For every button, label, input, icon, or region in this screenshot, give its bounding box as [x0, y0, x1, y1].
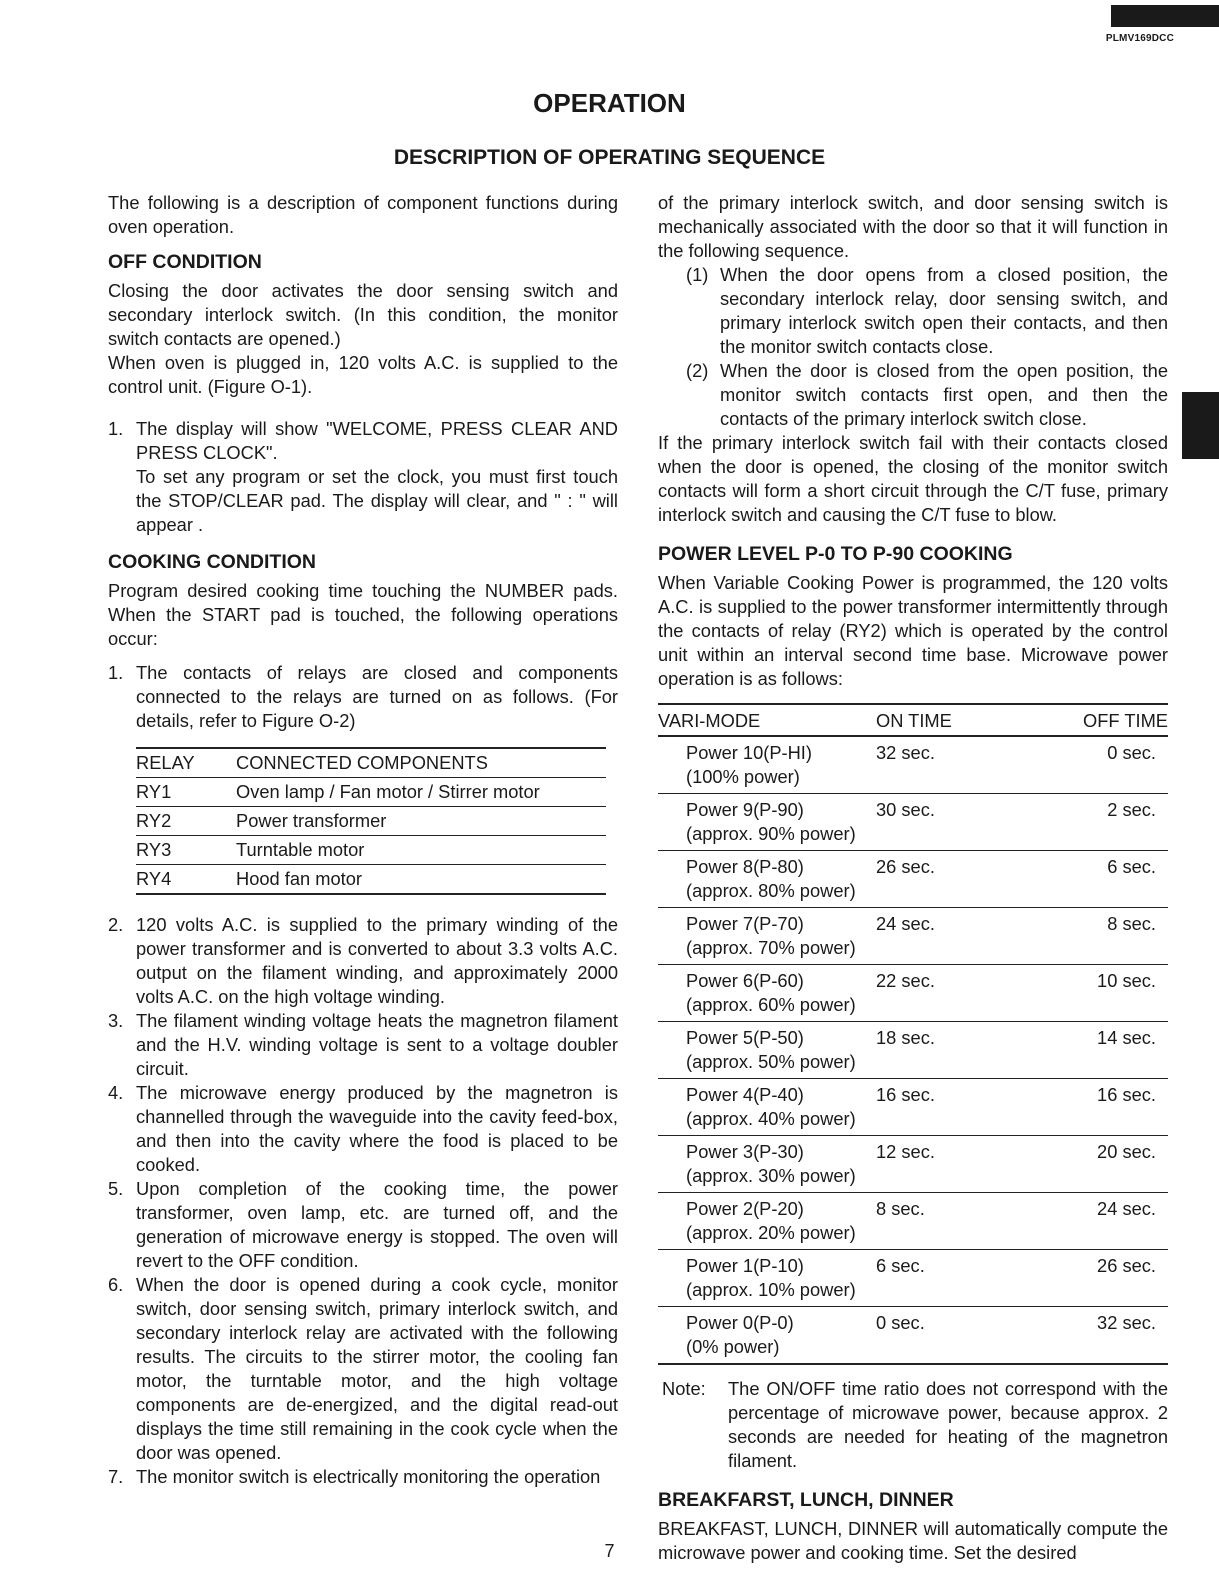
relay-table-header	[136, 748, 606, 778]
list-item	[108, 1465, 618, 1489]
sequence-text: When the door is closed from the open position, the monitor switch contacts first open, and then the contacts of the primary interlock switch close.	[720, 360, 1168, 429]
off-time-cell: 24 sec.	[976, 1193, 1168, 1250]
on-time-cell: 30 sec.	[876, 794, 976, 851]
side-tab	[1182, 392, 1219, 459]
vari-mode-cell	[658, 1136, 876, 1193]
corner-tab	[1111, 5, 1219, 27]
list-item-text: When the door is opened during a cook cycle, monitor switch, door sensing switch, primary interlock switch, and secondary interlock relay are activated with the following results. The circuits to the stirrer motor, the cooling fan motor, the turntable motor, and the high voltage components are de-energized, and the digital read-out displays the time still remaining in the cook cycle when the door was opened.	[136, 1274, 618, 1463]
relay-cell: RY4	[136, 865, 236, 895]
list-item-text: The display will show "WELCOME, PRESS CLEAR AND PRESS CLOCK".	[136, 418, 618, 463]
off-time-cell: 26 sec.	[976, 1250, 1168, 1307]
list-item-number: 1.	[108, 418, 124, 439]
off-time-cell: 10 sec.	[976, 965, 1168, 1022]
table-row	[658, 908, 1168, 965]
list-item-text: The filament winding voltage heats the magnetron filament and the H.V. winding voltage is sent to a voltage doubler circuit.	[136, 1010, 618, 1079]
on-time-cell: 16 sec.	[876, 1079, 976, 1136]
page-subtitle: DESCRIPTION OF OPERATING SEQUENCE	[393, 146, 826, 169]
list-item-text: Upon completion of the cooking time, the power transformer, oven lamp, etc. are turned off, and the generation of microwave energy is stopped. The oven will revert to the OFF condition.	[136, 1178, 618, 1271]
vari-mode-cell	[658, 1307, 876, 1365]
list-item-number: 6.	[108, 1274, 124, 1295]
power-mode: Power 10(P-HI)	[686, 742, 812, 763]
components-cell: Hood fan motor	[236, 865, 606, 895]
list-item-number: 2.	[108, 914, 124, 935]
note	[658, 1377, 1168, 1473]
list-item-number: 3.	[108, 1010, 124, 1031]
power-mode: Power 0(P-0)	[686, 1312, 794, 1333]
page-title: OPERATION	[533, 88, 686, 118]
on-time-cell: 22 sec.	[876, 965, 976, 1022]
left-column	[108, 191, 618, 1489]
off-time-cell: 6 sec.	[976, 851, 1168, 908]
power-mode: Power 9(P-90)	[686, 799, 804, 820]
list-item-number: 7.	[108, 1466, 124, 1487]
list-item-number: 4.	[108, 1082, 124, 1103]
power-level-paragraph: When Variable Cooking Power is programmed, the 120 volts A.C. is supplied to the power transformer intermittently through the contacts of relay (RY2) which is operated by the control unit within an interval second time base. Microwave power operation is as follows:	[658, 572, 1168, 689]
model-number: PLMV169DCC	[1105, 33, 1174, 44]
list-item	[108, 1177, 618, 1273]
vari-mode-table	[658, 703, 1168, 1365]
on-time-cell: 18 sec.	[876, 1022, 976, 1079]
failure-paragraph: If the primary interlock switch fail with their contacts closed when the door is opened, the closing of the monitor switch contacts will form a short circuit through the C/T fuse, primary interlock switch and causing the C/T fuse to blow.	[658, 432, 1168, 525]
list-item	[108, 1273, 618, 1465]
list-item	[108, 417, 618, 537]
components-cell: Power transformer	[236, 807, 606, 836]
list-item-text: The microwave energy produced by the magnetron is channelled through the waveguide into the cavity feed-box, and then into the cavity where the food is placed to be cooked.	[136, 1082, 618, 1175]
power-mode: Power 5(P-50)	[686, 1027, 804, 1048]
power-level-heading: POWER LEVEL P-0 TO P-90 COOKING	[658, 543, 1013, 565]
power-percentage: (approx. 40% power)	[686, 1108, 856, 1129]
power-percentage: (approx. 20% power)	[686, 1222, 856, 1243]
table-row	[136, 836, 606, 865]
on-time-cell: 24 sec.	[876, 908, 976, 965]
power-percentage: (approx. 30% power)	[686, 1165, 856, 1186]
table-row	[658, 736, 1168, 794]
power-mode: Power 4(P-40)	[686, 1084, 804, 1105]
components-cell: Oven lamp / Fan motor / Stirrer motor	[236, 778, 606, 807]
off-paragraph-1: Closing the door activates the door sensing switch and secondary interlock switch. (In this condition, the monitor switch contacts are opened.)	[108, 280, 618, 349]
table-row	[136, 865, 606, 895]
off-time-cell: 2 sec.	[976, 794, 1168, 851]
power-mode: Power 7(P-70)	[686, 913, 804, 934]
table-row	[658, 1136, 1168, 1193]
continued-paragraph: of the primary interlock switch, and door sensing switch is mechanically associated with the door so that it will function in the following sequence.	[658, 192, 1168, 261]
vari-mode-cell	[658, 1079, 876, 1136]
list-item-number: 5.	[108, 1178, 124, 1199]
sequence-item	[658, 263, 1168, 359]
power-percentage: (0% power)	[686, 1336, 780, 1357]
power-percentage: (approx. 60% power)	[686, 994, 856, 1015]
power-percentage: (approx. 90% power)	[686, 823, 856, 844]
table-row	[658, 1022, 1168, 1079]
list-item-text: The contacts of relays are closed and components connected to the relays are turned on as follows. (For details, refer to Figure O-2)	[136, 662, 618, 731]
power-percentage: (approx. 70% power)	[686, 937, 856, 958]
list-item	[108, 661, 618, 733]
list-item-number: 1.	[108, 662, 124, 683]
components-header-cell: CONNECTED COMPONENTS	[236, 748, 606, 778]
vari-mode-cell	[658, 851, 876, 908]
sequence-number: (1)	[686, 264, 709, 285]
power-mode: Power 6(P-60)	[686, 970, 804, 991]
relay-table	[136, 747, 606, 895]
relay-cell: RY3	[136, 836, 236, 865]
breakfast-lunch-dinner-heading: BREAKFARST, LUNCH, DINNER	[658, 1489, 954, 1511]
power-mode: Power 1(P-10)	[686, 1255, 804, 1276]
relay-cell: RY1	[136, 778, 236, 807]
on-time-cell: 6 sec.	[876, 1250, 976, 1307]
cooking-condition-heading: COOKING CONDITION	[108, 551, 316, 573]
power-percentage: (approx. 50% power)	[686, 1051, 856, 1072]
sequence-number: (2)	[686, 360, 709, 381]
off-condition-heading: OFF CONDITION	[108, 251, 262, 273]
table-row	[136, 778, 606, 807]
components-cell: Turntable motor	[236, 836, 606, 865]
note-text: The ON/OFF time ratio does not correspond with the percentage of microwave power, because approx. 2 seconds are needed for heating of the magnetron filament.	[728, 1378, 1168, 1471]
table-row	[658, 1250, 1168, 1307]
vari-mode-cell	[658, 965, 876, 1022]
off-paragraph-2: When oven is plugged in, 120 volts A.C. is supplied to the control unit. (Figure O-1).	[108, 352, 618, 397]
sequence-item	[658, 359, 1168, 431]
intro-paragraph: The following is a description of component functions during oven operation.	[108, 192, 618, 237]
note-label: Note:	[662, 1378, 706, 1399]
cooking-paragraph: Program desired cooking time touching the NUMBER pads. When the START pad is touched, the following operations occur:	[108, 580, 618, 649]
power-mode: Power 2(P-20)	[686, 1198, 804, 1219]
list-item-text: The monitor switch is electrically monitoring the operation	[136, 1466, 601, 1487]
off-time-cell: 16 sec.	[976, 1079, 1168, 1136]
vari-mode-cell	[658, 908, 876, 965]
table-row	[658, 965, 1168, 1022]
list-item	[108, 1081, 618, 1177]
off-time-cell: 8 sec.	[976, 908, 1168, 965]
table-row	[658, 1307, 1168, 1365]
power-percentage: (100% power)	[686, 766, 800, 787]
list-item-text: 120 volts A.C. is supplied to the primary winding of the power transformer and is converted to about 3.3 volts A.C. output on the filament winding, and approximately 2000 volts A.C. on the high voltage winding.	[136, 914, 618, 1007]
page-number: 7	[604, 1541, 615, 1561]
off-time-cell: 32 sec.	[976, 1307, 1168, 1365]
right-column	[658, 191, 1168, 1565]
relay-cell: RY2	[136, 807, 236, 836]
vari-mode-cell	[658, 794, 876, 851]
table-row	[658, 851, 1168, 908]
list-item-text: To set any program or set the clock, you must first touch the STOP/CLEAR pad. The display will clear, and " : " will appear .	[136, 466, 618, 535]
breakfast-lunch-dinner-paragraph: BREAKFAST, LUNCH, DINNER will automatically compute the microwave power and cooking time. Set the desired	[658, 1518, 1168, 1563]
off-time-cell: 0 sec.	[976, 736, 1168, 794]
vari-mode-header: VARI-MODE	[658, 704, 876, 736]
off-time-cell: 20 sec.	[976, 1136, 1168, 1193]
power-mode: Power 8(P-80)	[686, 856, 804, 877]
power-percentage: (approx. 10% power)	[686, 1279, 856, 1300]
on-time-cell: 8 sec.	[876, 1193, 976, 1250]
on-time-header: ON TIME	[876, 704, 976, 736]
table-row	[658, 794, 1168, 851]
vari-table-header	[658, 704, 1168, 736]
vari-mode-cell	[658, 1193, 876, 1250]
power-percentage: (approx. 80% power)	[686, 880, 856, 901]
list-item	[108, 913, 618, 1009]
list-item	[108, 1009, 618, 1081]
table-row	[136, 807, 606, 836]
power-mode: Power 3(P-30)	[686, 1141, 804, 1162]
off-time-cell: 14 sec.	[976, 1022, 1168, 1079]
on-time-cell: 0 sec.	[876, 1307, 976, 1365]
on-time-cell: 32 sec.	[876, 736, 976, 794]
vari-mode-cell	[658, 1022, 876, 1079]
sequence-text: When the door opens from a closed position, the secondary interlock relay, door sensing switch, and primary interlock switch open their contacts, and then the monitor switch contacts close.	[720, 264, 1168, 357]
vari-mode-cell	[658, 736, 876, 794]
vari-mode-cell	[658, 1250, 876, 1307]
off-time-header: OFF TIME	[976, 704, 1168, 736]
table-row	[658, 1193, 1168, 1250]
on-time-cell: 12 sec.	[876, 1136, 976, 1193]
on-time-cell: 26 sec.	[876, 851, 976, 908]
table-row	[658, 1079, 1168, 1136]
relay-header-cell: RELAY	[136, 748, 236, 778]
